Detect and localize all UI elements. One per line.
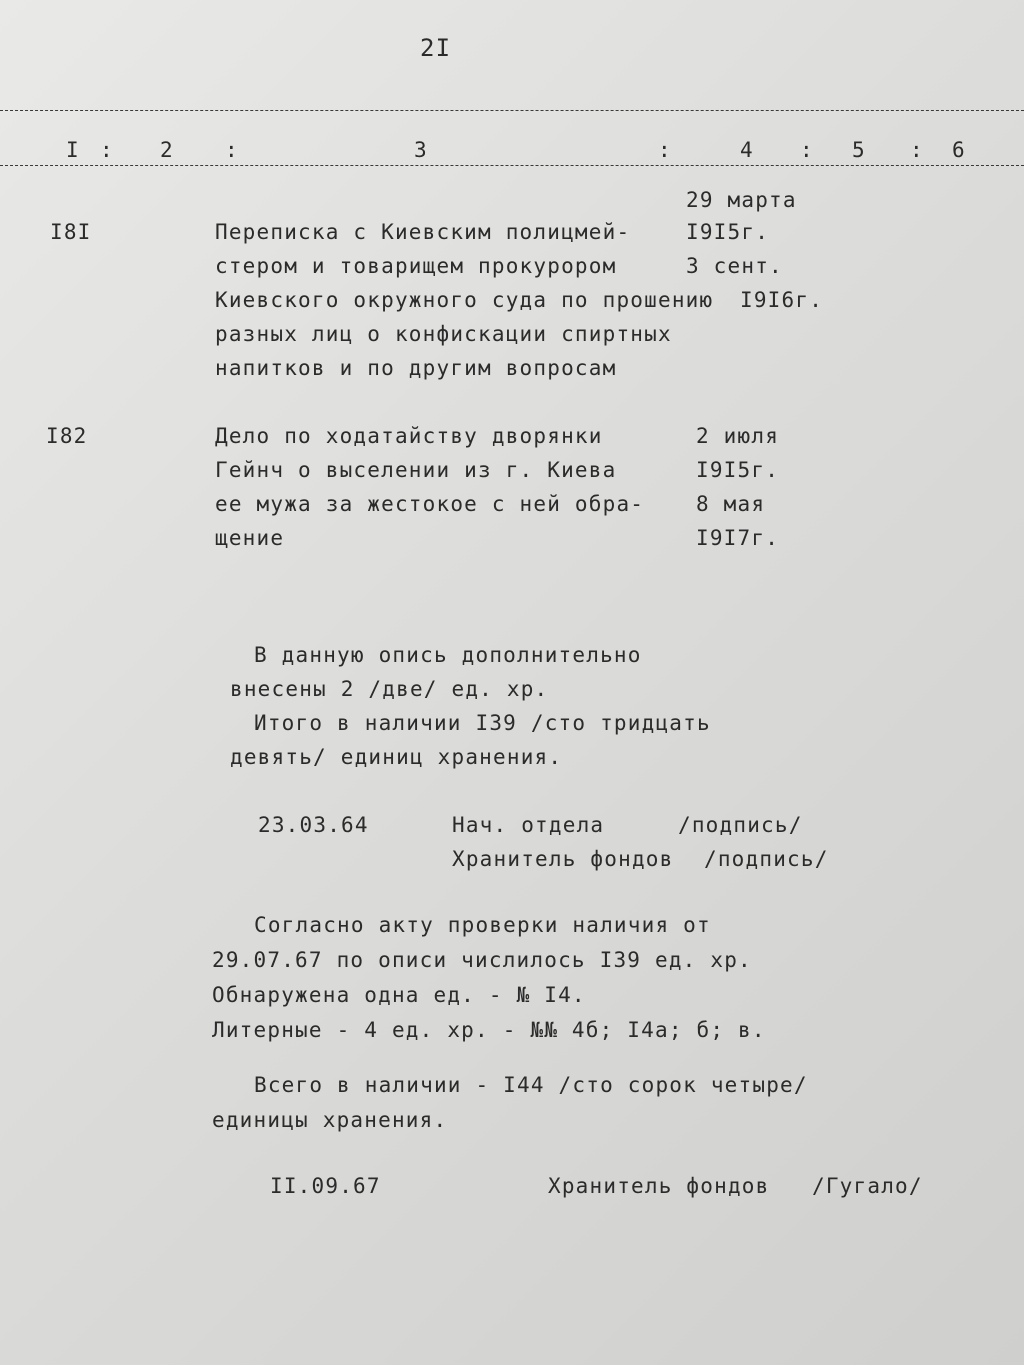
entry-title-line: разных лиц о конфискации спиртных — [215, 322, 672, 346]
sign-role: Нач. отдела — [452, 813, 605, 837]
entry-title-line: щение — [215, 526, 285, 550]
entry-date-line: 3 сент. — [686, 254, 783, 278]
column-header-3: 3 — [414, 138, 427, 162]
entry-title-line: Переписка с Киевским полицмей- — [215, 220, 631, 244]
note-line: единицы хранения. — [212, 1108, 448, 1132]
sign-role: Хранитель фондов — [452, 847, 674, 871]
table-bottom-rule — [0, 165, 1024, 166]
column-separator: : — [225, 138, 238, 162]
column-header-4: 4 — [740, 138, 753, 162]
entry-date-line: I9I7г. — [696, 526, 780, 550]
entry-date-line: 2 июля — [696, 424, 780, 448]
entry-number: I8I — [50, 220, 92, 244]
entry-date-line: 29 марта — [686, 188, 797, 212]
note-line: В данную опись дополнительно — [254, 643, 642, 667]
column-header-1: I — [66, 138, 79, 162]
column-separator: : — [800, 138, 813, 162]
signer-name: /Гугало/ — [812, 1174, 923, 1198]
entry-date-line: I9I6г. — [740, 288, 824, 312]
note-line: Согласно акту проверки наличия от — [254, 913, 711, 937]
column-separator: : — [910, 138, 923, 162]
sign-date: II.09.67 — [270, 1174, 381, 1198]
column-separator: : — [100, 138, 113, 162]
sign-role: Хранитель фондов — [548, 1174, 770, 1198]
entry-title-line: Киевского окружного суда по прошению — [215, 288, 714, 312]
note-line: внесены 2 /две/ ед. хр. — [230, 677, 549, 701]
entry-title-line: Дело по ходатайству дворянки — [215, 424, 603, 448]
column-header-5: 5 — [852, 138, 865, 162]
entry-date-line: I9I5г. — [696, 458, 780, 482]
note-line: Всего в наличии - I44 /сто сорок четыре/ — [254, 1073, 808, 1097]
column-separator: : — [658, 138, 671, 162]
page-number: 2I — [420, 34, 452, 62]
entry-date-line: 8 мая — [696, 492, 766, 516]
entry-title-line: напитков и по другим вопросам — [215, 356, 617, 380]
sign-date: 23.03.64 — [258, 813, 369, 837]
signature-mark: /подпись/ — [704, 847, 829, 871]
column-header-6: 6 — [952, 138, 965, 162]
note-line: девять/ единиц хранения. — [230, 745, 563, 769]
table-top-rule — [0, 110, 1024, 111]
note-line: Литерные - 4 ед. хр. - №№ 4б; I4а; б; в. — [212, 1018, 766, 1042]
note-line: Итого в наличии I39 /сто тридцать — [254, 711, 711, 735]
note-line: Обнаружена одна ед. - № I4. — [212, 983, 586, 1007]
column-header-2: 2 — [160, 138, 173, 162]
entry-title-line: Гейнч о выселении из г. Киева — [215, 458, 617, 482]
entry-title-line: ее мужа за жестокое с ней обра- — [215, 492, 645, 516]
note-line: 29.07.67 по описи числилось I39 ед. хр. — [212, 948, 752, 972]
entry-title-line: стером и товарищем прокурором — [215, 254, 617, 278]
entry-number: I82 — [46, 424, 88, 448]
signature-mark: /подпись/ — [678, 813, 803, 837]
entry-date-line: I9I5г. — [686, 220, 770, 244]
